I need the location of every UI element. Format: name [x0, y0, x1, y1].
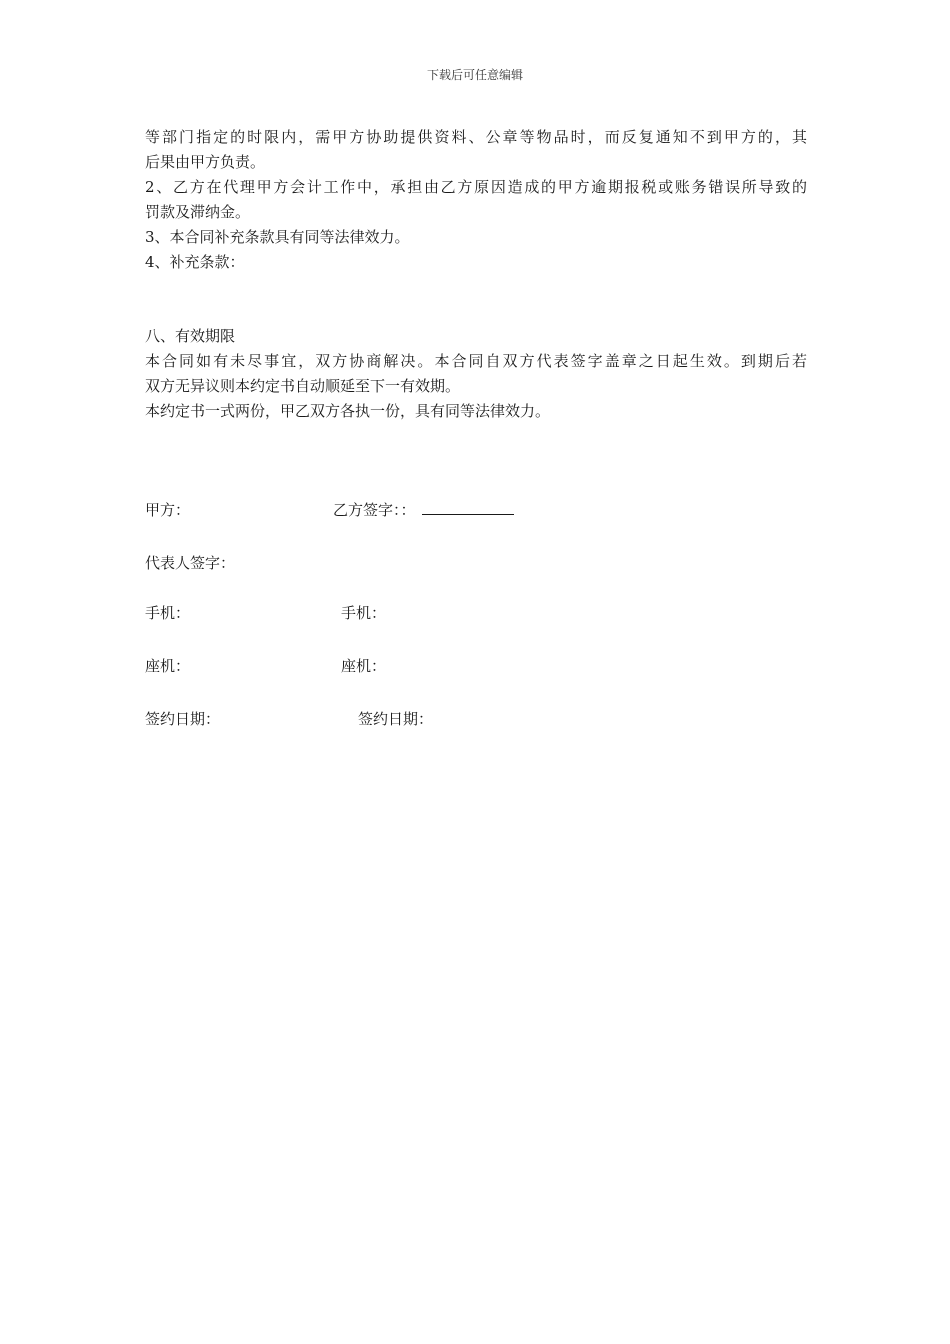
clause-4: 4、补充条款： — [145, 253, 245, 271]
date-a-label: 签约日期： — [145, 710, 221, 728]
clause-1-line-2: 后果由甲方负责。 — [145, 153, 266, 171]
section-8-p1-line-1: 本合同如有未尽事宜，双方协商解决。本合同自双方代表签字盖章之日起生效。到期后若 — [145, 352, 807, 370]
landline-b-label: 座机： — [341, 657, 387, 675]
page-header: 下载后可任意编辑 — [426, 68, 523, 82]
mobile-b-label: 手机： — [341, 604, 387, 622]
party-b-label: 乙方签字：： — [333, 501, 416, 519]
clause-2-line-1: 2、乙方在代理甲方会计工作中，承担由乙方原因造成的甲方逾期报税或账务错误所导致的 — [145, 178, 807, 196]
clause-3: 3、本合同补充条款具有同等法律效力。 — [145, 228, 410, 246]
clause-1-line-1: 等部门指定的时限内，需甲方协助提供资料、公章等物品时，而反复通知不到甲方的，其 — [145, 128, 807, 146]
signature-blank-line — [422, 502, 514, 515]
section-8-block — [145, 324, 807, 424]
party-a-label: 甲方： — [145, 501, 191, 519]
clause-2-line-2: 罚款及滞纳金。 — [145, 203, 251, 221]
party-b-signature — [333, 500, 514, 520]
mobile-a-label: 手机： — [145, 604, 191, 622]
clauses-block — [145, 125, 807, 275]
section-8-title: 八、有效期限 — [145, 327, 236, 345]
representative-label: 代表人签字： — [145, 554, 236, 572]
landline-a-label: 座机： — [145, 657, 191, 675]
section-8-p2: 本约定书一式两份，甲乙双方各执一份，具有同等法律效力。 — [145, 402, 551, 420]
date-b-label: 签约日期： — [358, 710, 434, 728]
section-8-p1-line-2: 双方无异议则本约定书自动顺延至下一有效期。 — [145, 377, 461, 395]
